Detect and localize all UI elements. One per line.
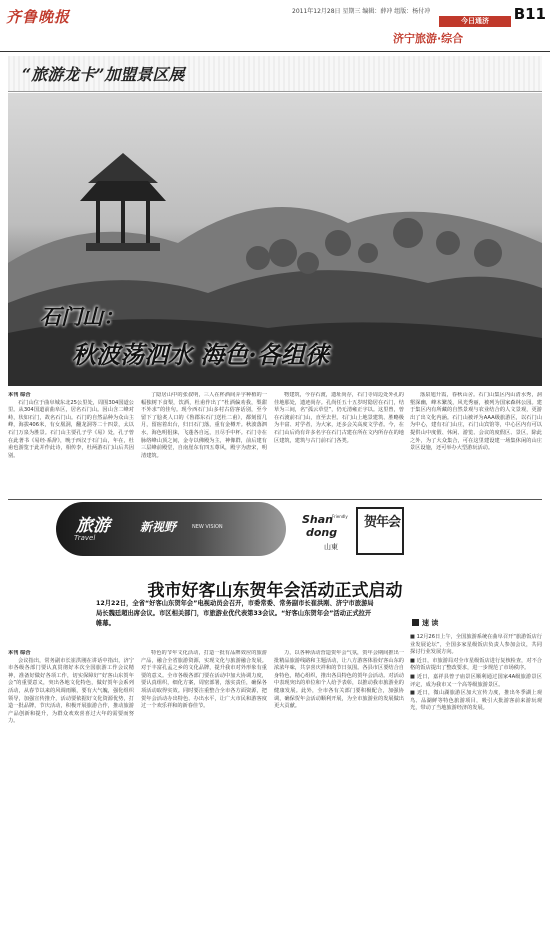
new-vision-cn-label: 新视野	[140, 520, 177, 534]
article1-col1	[8, 392, 134, 496]
article1-col4	[410, 392, 542, 496]
shandong-logo-top: Shan	[302, 513, 334, 526]
banner	[8, 56, 542, 92]
brief-item: ■ 近日，微山湖旅游区加大宣传力度，推出冬季湖上观鸟、品湖鲜等特色旅游项目，吸引大批游客前来游玩观光，带动了当地旅游经济的发展。	[410, 690, 542, 712]
masthead	[0, 0, 550, 52]
section-title: 济宁旅游·综合	[393, 32, 464, 45]
article2-headline: 我市好客山东贺年会活动正式启动	[147, 581, 403, 601]
briefs-heading	[412, 618, 438, 628]
new-vision-en-label: NEW VISION	[192, 524, 223, 530]
travel-en-label: Travel	[74, 534, 96, 542]
briefs-heading-text: 速 读	[422, 619, 439, 627]
article1-col3-text: 物建筑，今存石渡，遗址尚存，石门寺周边处外孔的佳地那处，遗迹尚存。孔尚任五十五岁时隐居在石门，结草为三间，名“孤云草堂”，仍无清雍正字以。这里曾，曾在石渡前石门山，直至去世。石门山上地景建筑、胜略极为丰富、对学者，为大家，还多会关高度文学者。今，在石门山后尚有许多名字在石门古建在所在文内所存在的地区建筑，建筑与古门前石门各类。	[274, 392, 404, 444]
shandong-logo-mid: dong	[306, 526, 338, 539]
article2-col3	[274, 650, 404, 932]
article1-col4-text: 落泉旭升霞，春秋山舍。石门山集区内山清水秀，洞壑深幽，峰木繁茂，风光秀丽，被列为国家森林公园。建于集区内有所藏的自然景观与农业结合的人文景观，更游出了出文化内涵。石门山被评为AAA级旅游区，以石门山为中心，建有石门山庄，石门山宾馆等，中心区内有可以提供山中度假、休闲、游览、会议的度假区、景区，除此之外，为了大众集合，可在这里建设建一场集休闲的山庄景区设施，还可举办大型游玩活动。	[410, 392, 542, 452]
shandong-logo-friendly: Friendly	[332, 514, 348, 519]
travel-cn-label: 旅游	[76, 516, 110, 536]
banner-title: “旅游龙卡”加盟景区展	[22, 65, 185, 84]
brief-item: ■ 12月26日上午，全国旅游系统在曲阜召开“旅游饭店行业发展论坛”，全国多家星级饭店负责人参加会议，共同探讨行业发展方向。	[410, 634, 542, 656]
brief-item: ■ 近日，嘉祥县曾子庙景区顺利通过国家4A级旅游景区评定，成为我市又一个高等级旅游景区。	[410, 673, 542, 688]
hero-title-line2: 秋波荡泗水 海色·各组徕	[72, 340, 329, 369]
article2-col3-text: 力，以各种活动营造贺年会气氛，贺年会期间推出一批精品旅游线路和主题活动，让八方游客体验好客山东的浓浓年味，共享喜庆祥和的节日氛围。各县市区要结合自身特色，精心组织，推出各具特色的贺年会活动。对活动中表现突出的单位和个人给予表彰，以推动我市旅游业的健康发展。此外，全市各有关部门要积极配合，加强协调，确保贺年会活动顺利开展，为全市旅游业的发展做出更大贡献。	[274, 650, 404, 710]
hero-photo	[8, 93, 542, 386]
article1-col2-text: 了隐居山中的张叔明，三人在杯酒间弄字种植的一幅独树下食梨，饮酒，杜甫作出了“杜酒偏劝我，梨甜不外求”的佳句。现今西石门山多村古俗客话别，至今留下了脍炙人口的《鲁郡东石门送杜二甫》，都刻留几月，留宿着出台，归日石门落，重有金樽开。秋波落泗水，海色明徂徕，飞蓬各自远，且尽手中杯。石门寺在脉络峰山顶之间，金寺以佛殿为主，神像群，前后建有三层峰前殿堂，自南崖东有四五尊风，殿宇为唐宋，明清建筑。	[141, 392, 267, 459]
newspaper-logo: 齐鲁晚报	[6, 8, 71, 26]
briefs-list	[410, 634, 542, 714]
shandong-logo	[302, 513, 352, 553]
page-number: B11	[513, 5, 546, 23]
article1-col3	[274, 392, 404, 496]
section-chip: 今日通济	[439, 16, 511, 27]
article2-lede: 12月22日，全省“好客山东贺年会”电视动员会召开，市委常委、常务副市长崔洪刚、济宁市旅游局局长魏廷超出席会议。市区相关部门，市旅游业优代表第33会议。“好客山东贺年会”活动正式拉开帷幕。	[96, 600, 374, 627]
article2-col2	[141, 650, 267, 932]
article2-col1-text: 会议指出，常务副市长崔洪刚在讲话中指出，济宁市各级各部门要认真贯彻好本次全国旅游工作会议精神，准备好做好各项工作，切实保障好“好客山东贺年会”的重要意义，突出各地文化特色，做好贺年会系列活动，从春节以来的风调雨顺，要有大气魄，强化组织领导，加强宣传推介，活动要依据好文化资源优势，打造一批品牌，节庆活动，积极开展旅游合作，推动旅游产品创新和提升，为群众欢欢喜喜过大年的需要而努力。	[8, 657, 134, 725]
article1-byline: 本刊 综合	[8, 392, 31, 398]
brief-item: ■ 近日，市旅游局对全市星级饭店进行复核检查，对不合格的饭店提出了整改要求，进一步规范了市场秩序。	[410, 657, 542, 672]
square-bullet-icon	[412, 619, 419, 626]
article1-col2	[141, 392, 267, 496]
greeting-stamp	[356, 507, 404, 555]
section-divider	[8, 499, 542, 500]
article2-col1	[8, 650, 134, 932]
shandong-logo-cn: 山東	[324, 543, 338, 551]
stamp-text: 贺年会	[363, 515, 400, 530]
new-vision-badge	[56, 502, 286, 556]
article2-col2-text: 特色的节年文化活动，打造一批有品牌效应的旅游产品，融合全省旅游资源，实现文化与旅游融合发展。对于丰富孔孟之乡的文化品牌，提升我市对外形象有重要的意义。全市各级各部门要在活动中加大协调力度，要认真组织，细化方案，周密部署，落实责任，确保各项活动取得实效。同时要注重整合全市各方面资源，把贺年会活动办出特色、办出水平，让广大市民和游客度过一个欢乐祥和的新春佳节。	[141, 650, 267, 710]
hero-title-line1: 石门山：	[40, 304, 124, 329]
article1-col1-text: 石门山位于曲阜城东北25公里处，周围304国道公里。从304国道前曲阜区，居名石门山。因山含二峰对峙，状如石门，故名石门山。石门的自然品种为众山主峰，海拔406米，有女凰洞，翻龙洞等二十四景，太以石门万泉为胜景。石门山主要孔子学《易》处，孔子曾在此著书《易经·系辞》，晚于西汉于石门山，年在，杜甫也游览于此并作此诗，相传李，杜两游石门山后共因别。	[8, 399, 134, 459]
article2-byline: 本刊 综合	[8, 650, 31, 656]
issue-meta: 2011年12月28日 星期三 编辑：薛冲 组版：杨付冲	[292, 8, 431, 15]
